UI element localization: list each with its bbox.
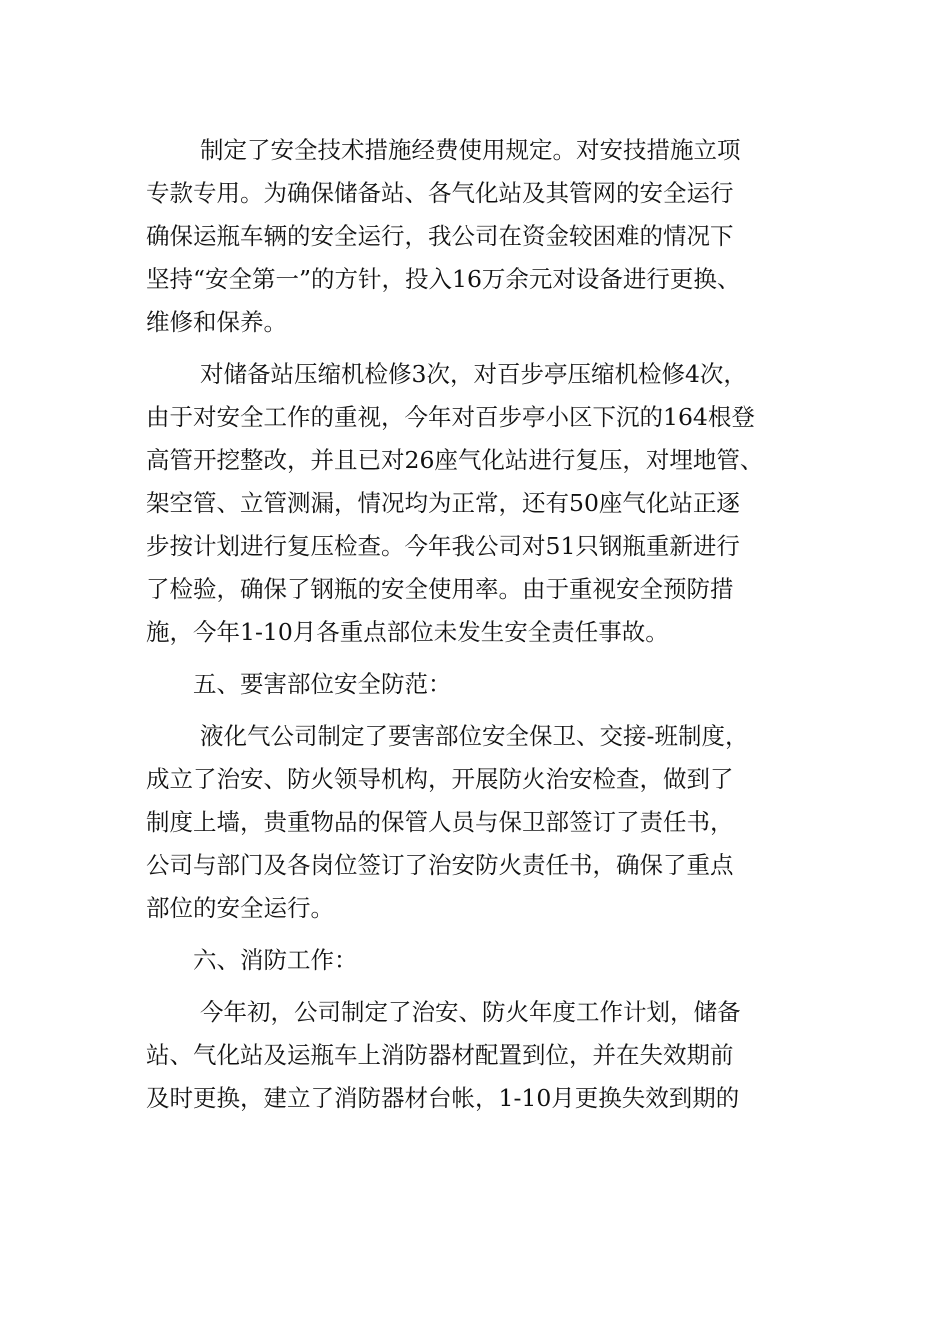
text-line: 步按计划进行复压检查。今年我公司对51只钢瓶重新进行 xyxy=(146,532,740,560)
text-line: 高管开挖整改，并且已对26座气化站进行复压，对埋地管、 xyxy=(146,446,764,474)
text-line: 成立了治安、防火领导机构，开展防火治安检查，做到了 xyxy=(146,765,734,793)
text-line: 制度上墙，贵重物品的保管人员与保卫部签订了责任书， xyxy=(146,808,734,836)
text-line: 坚持“安全第一”的方针，投入16万余元对设备进行更换、 xyxy=(146,265,741,293)
text-line: 架空管、立管测漏，情况均为正常，还有50座气化站正逐 xyxy=(146,489,740,517)
text-line: 公司与部门及各岗位签订了治安防火责任书，确保了重点 xyxy=(146,851,734,879)
text-line: 确保运瓶车辆的安全运行，我公司在资金较困难的情况下 xyxy=(146,222,734,250)
text-line: 维修和保养。 xyxy=(146,308,287,336)
text-line: 对储备站压缩机检修3次，对百步亭压缩机检修4次， xyxy=(200,360,747,388)
section-heading: 六、消防工作： xyxy=(193,946,358,974)
text-line: 专款专用。为确保储备站、各气化站及其管网的安全运行 xyxy=(146,179,734,207)
document-body xyxy=(146,129,846,1120)
text-line: 由于对安全工作的重视，今年对百步亭小区下沉的164根登 xyxy=(146,403,755,431)
text-line: 液化气公司制定了要害部位安全保卫、交接-班制度， xyxy=(200,722,749,750)
section-heading: 五、要害部位安全防范： xyxy=(193,670,452,698)
text-line: 施，今年1-10月各重点部位未发生安全责任事故。 xyxy=(146,618,669,646)
text-line: 站、气化站及运瓶车上消防器材配置到位，并在失效期前 xyxy=(146,1041,734,1069)
text-line: 及时更换，建立了消防器材台帐，1-10月更换失效到期的 xyxy=(146,1084,740,1112)
text-line: 了检验，确保了钢瓶的安全使用率。由于重视安全预防措 xyxy=(146,575,734,603)
text-line: 今年初，公司制定了治安、防火年度工作计划，储备 xyxy=(200,998,741,1026)
text-line: 部位的安全运行。 xyxy=(146,894,334,922)
text-line: 制定了安全技术措施经费使用规定。对安技措施立项 xyxy=(200,136,741,164)
